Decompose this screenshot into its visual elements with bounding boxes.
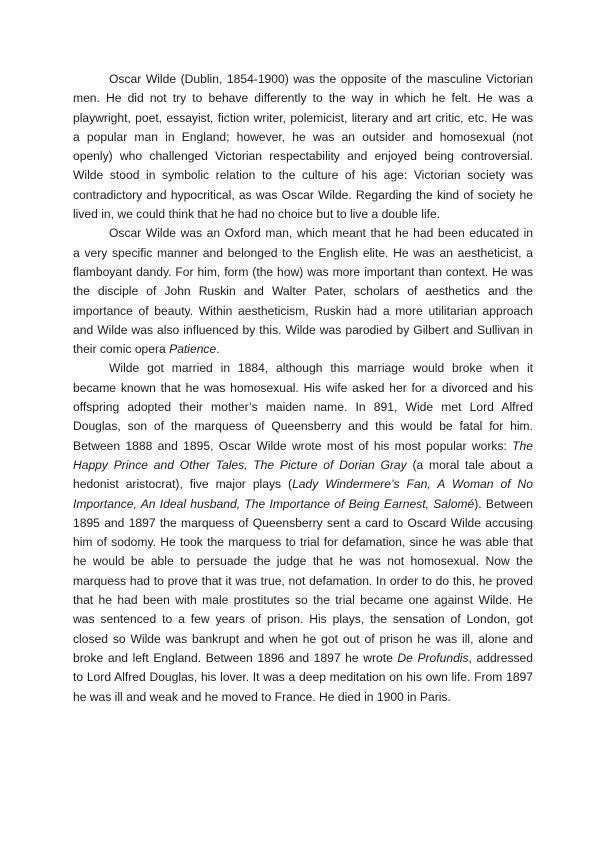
text-run: ). Between: [474, 496, 533, 511]
text-run: hedonist aristocrat), five major plays (: [73, 477, 293, 492]
text-line: [73, 244, 533, 263]
text-run: .: [216, 342, 220, 357]
text-run: their comic opera: [73, 342, 170, 357]
text-line: [73, 649, 533, 668]
text-line: [73, 572, 533, 591]
text-run: he would be able to persuade the judge that he was not homosexual. Now the: [73, 554, 533, 569]
paragraph-3: [73, 359, 533, 706]
essay-body: [73, 70, 533, 707]
italic-title: The: [512, 438, 533, 453]
text-run: was sentenced to a few years of prison. His plays, the sensation of London, got: [73, 612, 533, 627]
text-run: and Wilde was also influenced by this. Wilde was parodied by Gilbert and Sullivan in: [73, 322, 533, 337]
text-line: [73, 321, 533, 340]
text-run: contradictory and hypocritical, as was Oscar Wilde. Regarding the kind of society he: [73, 187, 533, 202]
text-run: Wilde got married in 1884, although this marriage would broke when it: [109, 361, 533, 376]
text-line: [73, 437, 533, 456]
text-line: [73, 282, 533, 301]
text-run: lived in, we could think that he had no choice but to live a double life.: [73, 207, 441, 222]
text-line: [73, 495, 533, 514]
text-run: (a moral tale about a: [406, 457, 533, 472]
text-run: him of sodomy. He took the marquess to trial for defamation, since he was able that: [73, 535, 533, 550]
text-line: [73, 610, 533, 629]
text-run: Wilde stood in symbolic relation to the culture of his age: Victorian society was: [73, 168, 533, 183]
text-line: [73, 166, 533, 185]
text-line: [73, 128, 533, 147]
text-line: [73, 379, 533, 398]
italic-title: Importance, An Ideal husband, The Importance of Being Earnest, Salomé: [73, 496, 475, 511]
text-line: [73, 688, 533, 707]
text-run: the disciple of John Ruskin and Walter Pater, scholars of aesthetics and the: [73, 284, 533, 299]
text-run: men. He did not try to behave differently to the way in which he felt. He was a: [73, 91, 533, 106]
text-line: [73, 263, 533, 282]
text-line: [73, 70, 533, 89]
text-run: Douglas, son of the marquess of Queensberry and this would be fatal for him.: [73, 419, 533, 434]
italic-title: Lady Windermere’s Fan, A Woman of No: [292, 477, 534, 492]
text-line: [73, 456, 533, 475]
text-line: [73, 591, 533, 610]
text-run: closed so Wilde was bankrupt and when he got out of prison he was ill, alone and: [73, 631, 533, 646]
text-run: Oscar Wilde was an Oxford man, which meant that he had been educated in: [109, 226, 533, 241]
text-line: [73, 224, 533, 243]
text-line: [73, 552, 533, 571]
text-run: Between 1888 and 1895, Oscar Wilde wrote most of his most popular works:: [73, 438, 513, 453]
text-run: marquess had to prove that it was true, not defamation. In order to do this, he proved: [73, 573, 533, 588]
text-line: [73, 398, 533, 417]
text-line: [73, 109, 533, 128]
text-run: he was ill and weak and he moved to France. He died in 1900 in Paris.: [73, 689, 451, 704]
italic-title: Happy Prince and Other Tales, The Picture of Dorian Gray: [73, 457, 407, 472]
text-run: openly) who challenged Victorian respectability and enjoyed being controversial.: [73, 149, 533, 164]
text-run: Oscar Wilde (Dublin, 1854-1900) was the opposite of the masculine Victorian: [109, 72, 533, 86]
text-run: , addressed: [468, 650, 533, 665]
text-line: [73, 205, 533, 224]
text-run: a very specific manner and belonged to the English elite. He was an aestheticist, a: [73, 245, 533, 260]
text-run: became known that he was homosexual. His wife asked her for a divorced and his: [73, 380, 533, 395]
paragraph-1: [73, 70, 533, 224]
text-line: [73, 340, 533, 359]
text-line: [73, 668, 533, 687]
text-line: [73, 302, 533, 321]
text-run: offspring adopted their mother’s maiden name. In 891, Wide met Lord Alfred: [73, 400, 533, 415]
text-run: 1895 and 1897 the marquess of Queensberry sent a card to Oscard Wilde accusing: [73, 515, 533, 530]
text-line: [73, 89, 533, 108]
italic-title: Patience: [169, 342, 217, 357]
text-line: [73, 475, 533, 494]
text-run: importance of beauty. Within aestheticism, Ruskin had a more utilitarian approach: [73, 303, 533, 318]
text-run: flamboyant dandy. For him, form (the how) was more important than context. He was: [73, 264, 533, 279]
text-run: a popular man in England; however, he was an outsider and homosexual (not: [73, 129, 533, 144]
text-line: [73, 147, 533, 166]
italic-title: De Profundis: [397, 650, 469, 665]
paragraph-2: [73, 224, 533, 359]
text-run: to Lord Alfred Douglas, his lover. It was a deep meditation on his own life. From 1897: [73, 670, 533, 685]
text-line: [73, 514, 533, 533]
text-line: [73, 417, 533, 436]
text-line: [73, 533, 533, 552]
text-line: [73, 186, 533, 205]
text-run: playwright, poet, essayist, fiction writer, polemicist, literary and art critic, etc. He was: [73, 110, 533, 125]
text-line: [73, 359, 533, 378]
text-run: that he had been with male prostitutes so the trial became one against Wilde. He: [73, 593, 533, 608]
text-run: broke and left England. Between 1896 and 1897 he wrote: [73, 650, 398, 665]
text-line: [73, 630, 533, 649]
